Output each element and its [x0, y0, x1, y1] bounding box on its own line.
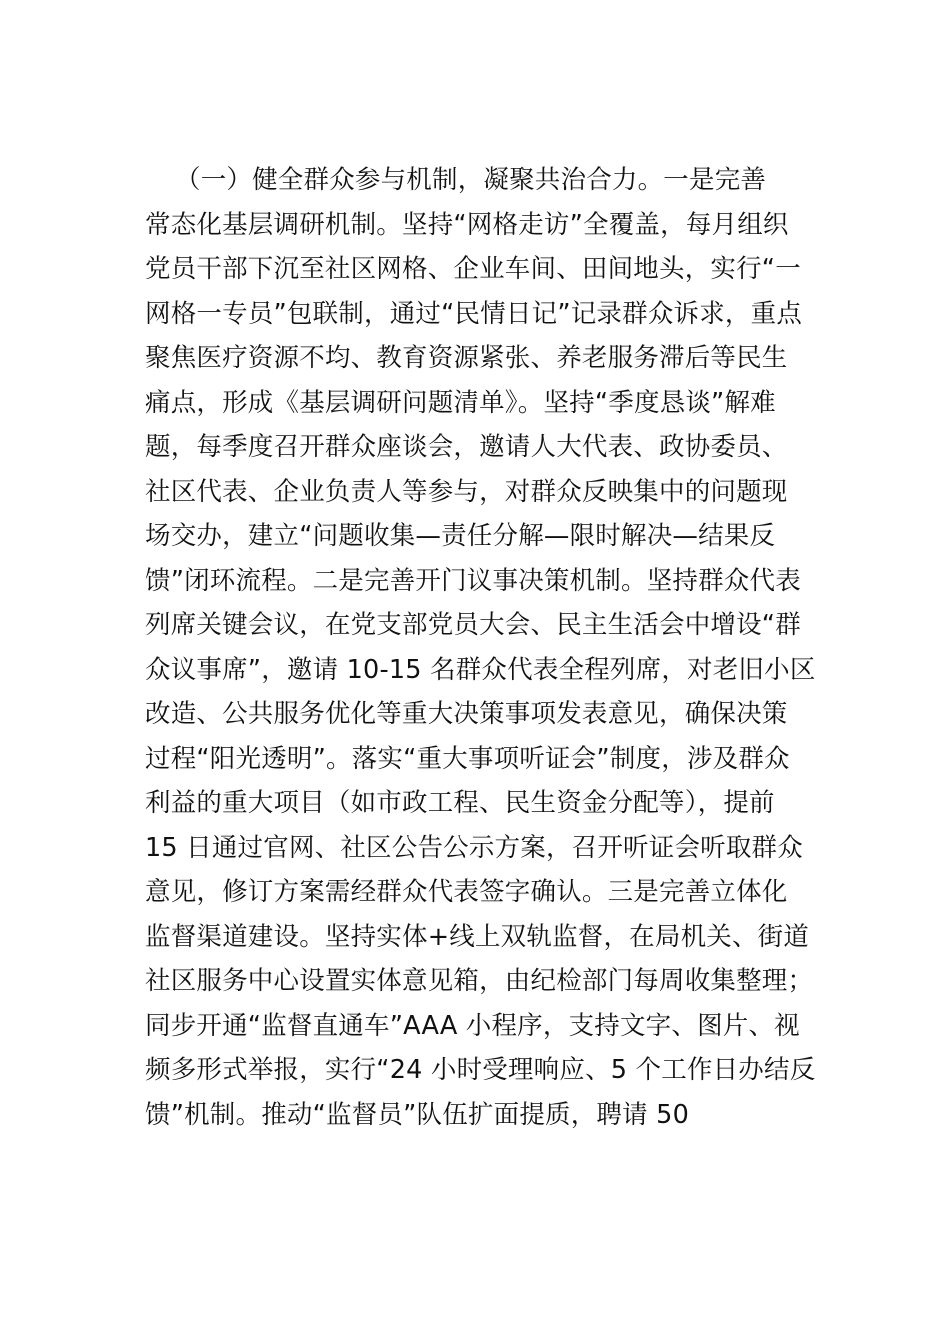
text-line: 常态化基层调研机制。坚持“网格走访”全覆盖，每月组织	[145, 209, 789, 240]
text-line: 网格一专员”包联制，通过“民情日记”记录群众诉求，重点	[145, 298, 803, 329]
text-line: 频多形式举报，实行“24 小时受理响应、5 个工作日办结反	[145, 1055, 816, 1085]
text-line: 场交办，建立“问题收集—责任分解—限时解决—结果反	[145, 521, 776, 551]
text-line: 意见，修订方案需经群众代表签字确认。三是完善立体化	[145, 877, 788, 907]
text-line: 馈”闭环流程。二是完善开门议事决策机制。坚持群众代表	[145, 565, 801, 596]
text-line: 馈”机制。推动“监督员”队伍扩面提质，聘请 50	[145, 1099, 689, 1130]
body-paragraph	[145, 158, 825, 1137]
text-line: 列席关键会议，在党支部党员大会、民主生活会中增设“群	[145, 610, 801, 640]
text-line: 改造、公共服务优化等重大决策事项发表意见，确保决策	[145, 699, 788, 729]
text-line: 众议事席”，邀请 10-15 名群众代表全程列席，对老旧小区	[145, 654, 816, 685]
text-line: 社区代表、企业负责人等参与，对群众反映集中的问题现	[145, 476, 788, 507]
text-line: 同步开通“监督直通车”AAA 小程序，支持文字、图片、视	[145, 1010, 800, 1041]
text-line: 痛点，形成《基层调研问题清单》。坚持“季度恳谈”解难	[145, 387, 776, 418]
text-line: （一）健全群众参与机制，凝聚共治合力。一是完善	[175, 165, 767, 195]
text-line: 监督渠道建设。坚持实体+线上双轨监督，在局机关、街道	[145, 921, 810, 952]
text-line: 利益的重大项目（如市政工程、民生资金分配等），提前	[145, 788, 775, 818]
text-line: 15 日通过官网、社区公告公示方案，召开听证会听取群众	[145, 832, 803, 863]
text-line: 社区服务中心设置实体意见箱，由纪检部门每周收集整理；	[145, 966, 814, 996]
text-line: 过程“阳光透明”。落实“重大事项听证会”制度，涉及群众	[145, 743, 790, 774]
text-line: 聚焦医疗资源不均、教育资源紧张、养老服务滞后等民生	[145, 343, 788, 373]
text-line: 党员干部下沉至社区网格、企业车间、田间地头，实行“一	[145, 254, 801, 284]
text-line: 题，每季度召开群众座谈会，邀请人大代表、政协委员、	[145, 432, 788, 462]
